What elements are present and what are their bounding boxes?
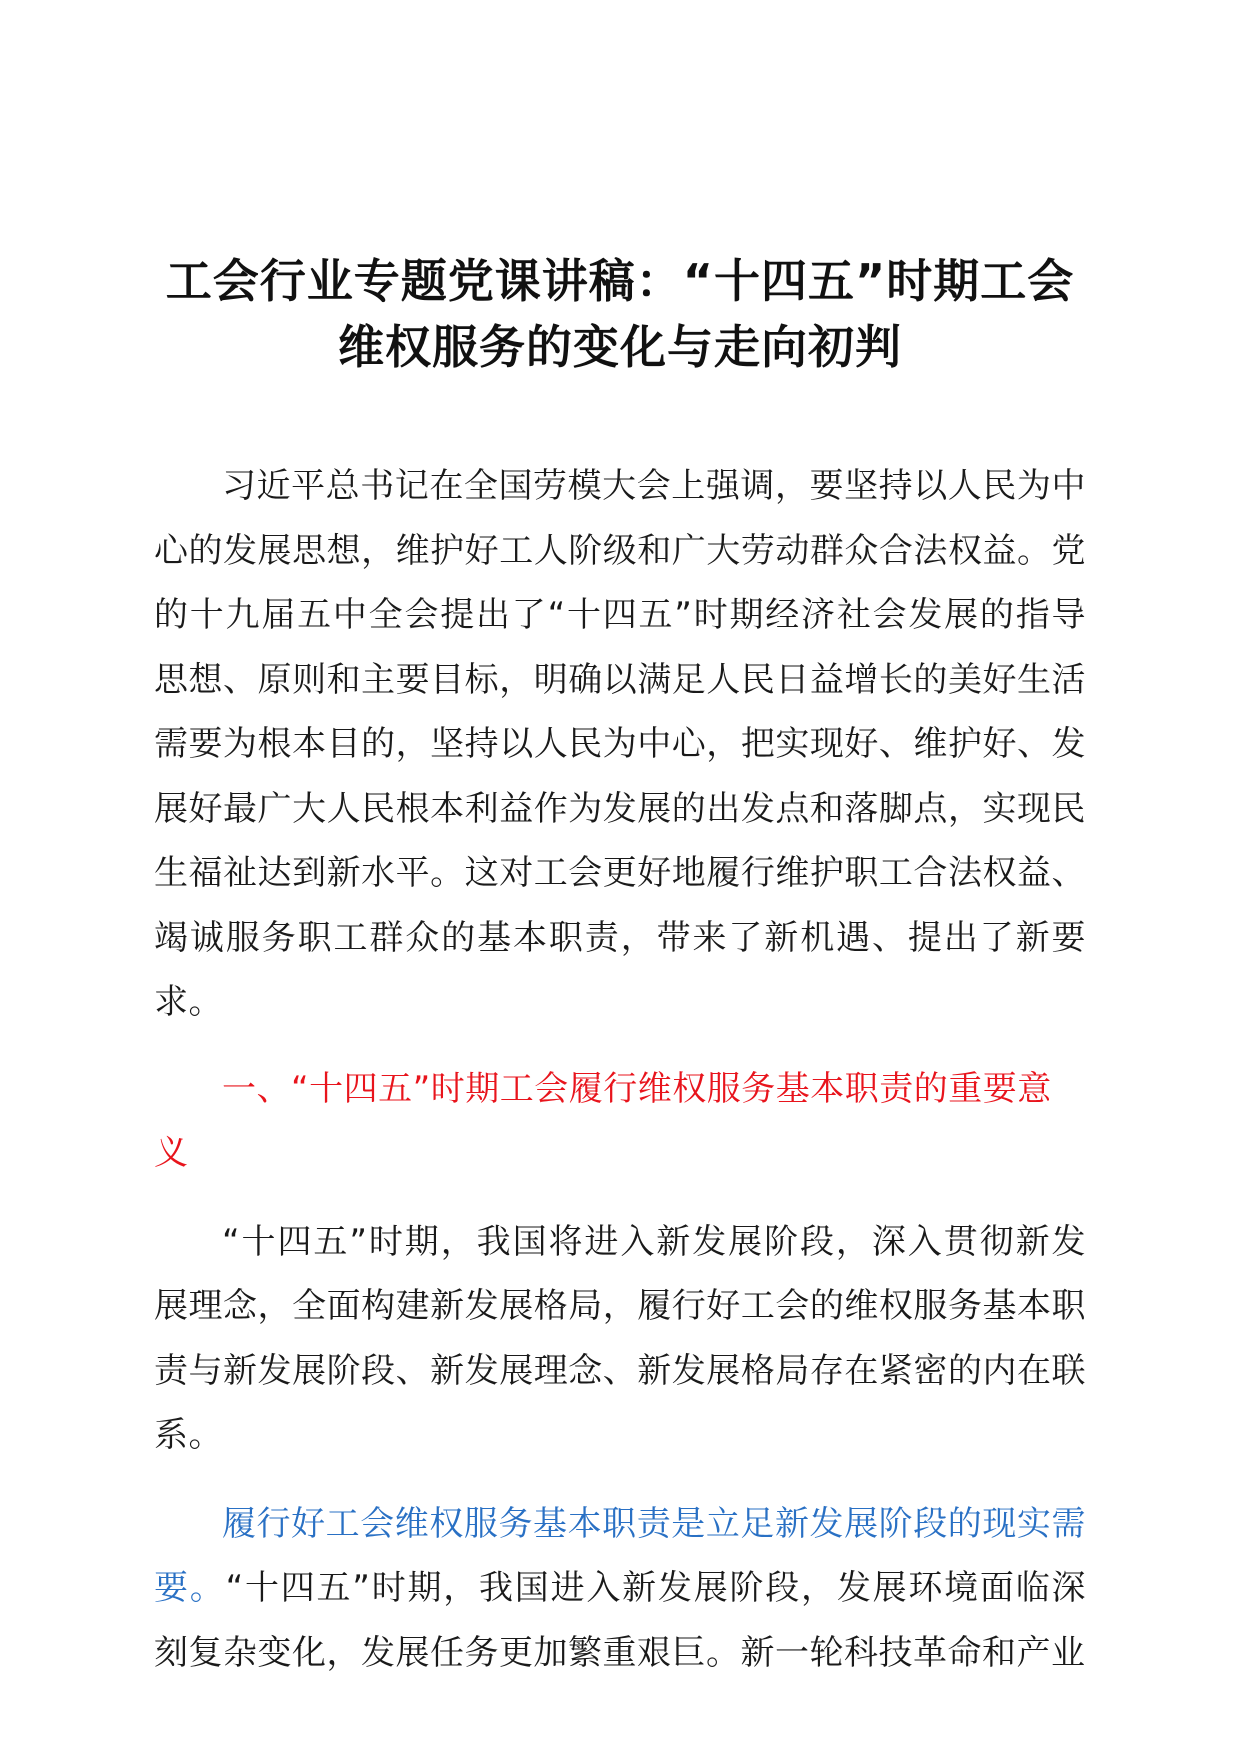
section-1-heading: 一、“十四五”时期工会履行维权服务基本职责的重要意义 xyxy=(154,1068,1052,1173)
document-page xyxy=(154,248,1086,1685)
section-1-paragraph: “十四五”时期，我国将进入新发展阶段，深入贯彻新发展理念，全面构建新发展格局，履行好工会的维权服务基本职责与新发展阶段、新发展理念、新发展格局存在紧密的内在联系。 xyxy=(154,1221,1086,1455)
title-line-1: 工会行业专题党课讲稿：“十四五”时期工会 xyxy=(165,254,1075,308)
document-title xyxy=(154,248,1086,380)
title-line-2: 维权服务的变化与走向初判 xyxy=(338,320,902,374)
point-1-paragraph xyxy=(154,1492,1086,1686)
point-1-lead: 履行好工会维权服务基本职责是立足新发展阶段的现实需要。 xyxy=(154,1503,1086,1608)
point-1-body: “十四五”时期，我国进入新发展阶段，发展环境面临深刻复杂变化，发展任务更加繁重艰巨。新一轮科技革命和产业 xyxy=(154,1568,1086,1673)
intro-paragraph: 习近平总书记在全国劳模大会上强调，要坚持以人民为中心的发展思想，维护好工人阶级和广大劳动群众合法权益。党的十九届五中全会提出了“十四五”时期经济社会发展的指导思想、原则和主要目标，明确以满足人民日益增长的美好生活需要为根本目的，坚持以人民为中心，把实现好、维护好、发展好最广大人民根本利益作为发展的出发点和落脚点，实现民生福祉达到新水平。这对工会更好地履行维护职工合法权益、竭诚服务职工群众的基本职责，带来了新机遇、提出了新要求。 xyxy=(154,466,1086,1022)
